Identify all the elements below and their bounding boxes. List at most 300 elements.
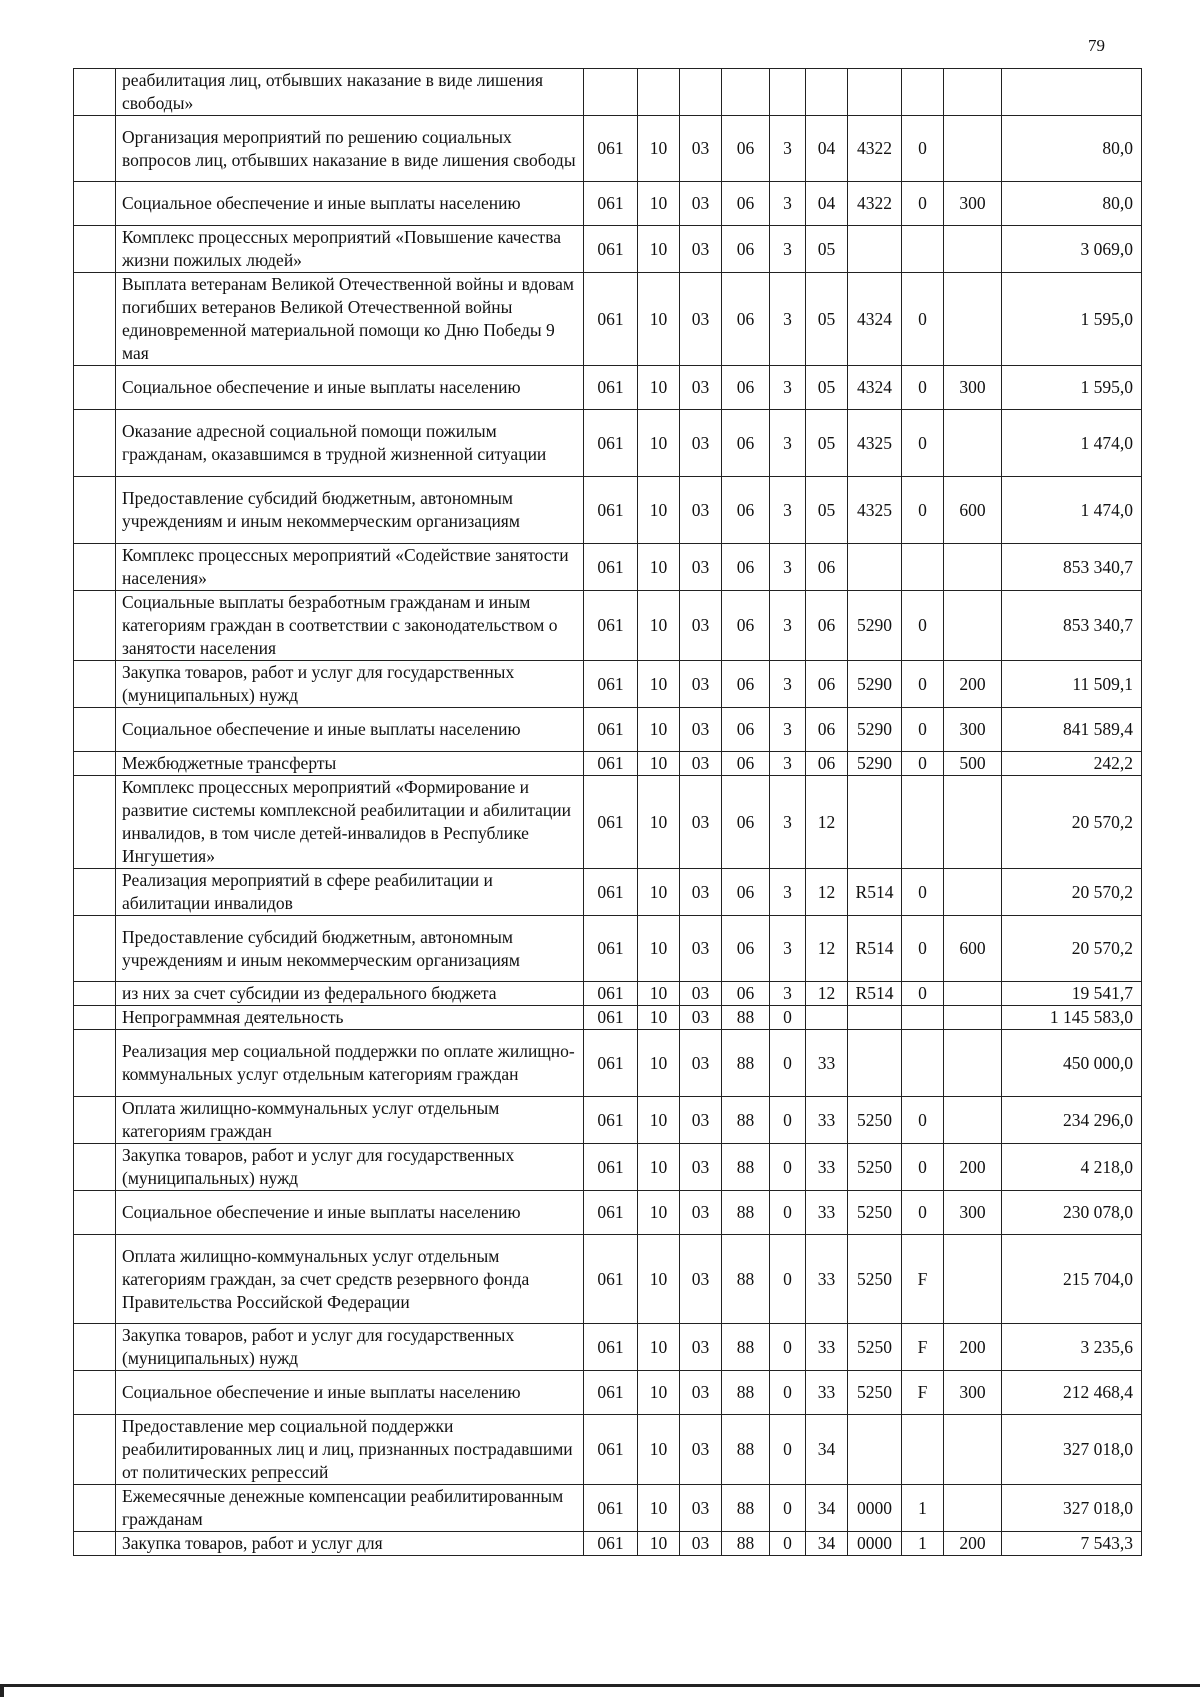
code-cell-c9: 300 xyxy=(944,182,1002,226)
code-cell-c8: 0 xyxy=(902,591,944,661)
row-index-cell xyxy=(74,226,116,273)
row-amount: 212 468,4 xyxy=(1002,1371,1142,1415)
code-cell-c6: 04 xyxy=(806,116,848,182)
table-row xyxy=(74,1191,1142,1235)
row-name: Социальное обеспечение и иные выплаты населению xyxy=(116,1191,584,1235)
code-cell-c1: 061 xyxy=(584,1371,638,1415)
table-row xyxy=(74,544,1142,591)
code-cell-c5: 3 xyxy=(770,182,806,226)
code-cell-c2: 10 xyxy=(638,916,680,982)
code-cell-c2: 10 xyxy=(638,273,680,366)
code-cell-c7: 5250 xyxy=(848,1324,902,1371)
code-cell-c7: R514 xyxy=(848,916,902,982)
page-number: 79 xyxy=(1088,36,1105,55)
code-cell-c2: 10 xyxy=(638,1191,680,1235)
row-index-cell xyxy=(74,869,116,916)
code-cell-c3: 03 xyxy=(680,477,722,544)
table-row xyxy=(74,982,1142,1006)
row-name: Социальные выплаты безработным гражданам и иным категориям граждан в соответствии с законодательством о занятости населения xyxy=(116,591,584,661)
code-cell-c1: 061 xyxy=(584,182,638,226)
row-index-cell xyxy=(74,1030,116,1097)
code-cell-c6 xyxy=(806,1006,848,1030)
row-index-cell xyxy=(74,273,116,366)
table-row xyxy=(74,1532,1142,1556)
code-cell-c4: 06 xyxy=(722,116,770,182)
code-cell-c2: 10 xyxy=(638,366,680,410)
row-name: Закупка товаров, работ и услуг для xyxy=(116,1532,584,1556)
code-cell-c7: 4322 xyxy=(848,182,902,226)
code-cell-c2: 10 xyxy=(638,752,680,776)
code-cell-c2: 10 xyxy=(638,410,680,477)
code-cell-c8: 0 xyxy=(902,1097,944,1144)
code-cell-c1: 061 xyxy=(584,1030,638,1097)
row-name: Реализация мероприятий в сфере реабилитации и абилитации инвалидов xyxy=(116,869,584,916)
table-row xyxy=(74,116,1142,182)
code-cell-c7: 5290 xyxy=(848,661,902,708)
scan-edge-corner xyxy=(0,1684,4,1697)
code-cell-c3: 03 xyxy=(680,366,722,410)
row-index-cell xyxy=(74,1485,116,1532)
code-cell-c2: 10 xyxy=(638,1006,680,1030)
scan-edge-line xyxy=(0,1684,1200,1687)
code-cell-c6: 05 xyxy=(806,273,848,366)
code-cell-c9: 300 xyxy=(944,366,1002,410)
code-cell-c6: 33 xyxy=(806,1235,848,1324)
code-cell-c7 xyxy=(848,1006,902,1030)
code-cell-c3: 03 xyxy=(680,410,722,477)
row-amount: 234 296,0 xyxy=(1002,1097,1142,1144)
table-row xyxy=(74,182,1142,226)
row-amount: 1 145 583,0 xyxy=(1002,1006,1142,1030)
code-cell-c1: 061 xyxy=(584,1324,638,1371)
code-cell-c2: 10 xyxy=(638,1030,680,1097)
row-amount: 11 509,1 xyxy=(1002,661,1142,708)
code-cell-c4: 06 xyxy=(722,410,770,477)
code-cell-c9: 200 xyxy=(944,1324,1002,1371)
code-cell-c7 xyxy=(848,226,902,273)
code-cell-c2 xyxy=(638,69,680,116)
code-cell-c7: 5250 xyxy=(848,1191,902,1235)
code-cell-c5: 0 xyxy=(770,1324,806,1371)
code-cell-c8 xyxy=(902,69,944,116)
code-cell-c4: 06 xyxy=(722,982,770,1006)
code-cell-c6: 12 xyxy=(806,869,848,916)
row-amount: 20 570,2 xyxy=(1002,916,1142,982)
row-amount: 215 704,0 xyxy=(1002,1235,1142,1324)
code-cell-c8: 0 xyxy=(902,708,944,752)
row-amount: 19 541,7 xyxy=(1002,982,1142,1006)
code-cell-c9 xyxy=(944,1415,1002,1485)
code-cell-c6: 05 xyxy=(806,477,848,544)
code-cell-c5: 3 xyxy=(770,226,806,273)
row-name: реабилитация лиц, отбывших наказание в виде лишения свободы» xyxy=(116,69,584,116)
code-cell-c3: 03 xyxy=(680,1235,722,1324)
code-cell-c6: 33 xyxy=(806,1371,848,1415)
code-cell-c4: 06 xyxy=(722,226,770,273)
code-cell-c7 xyxy=(848,1415,902,1485)
code-cell-c9 xyxy=(944,982,1002,1006)
code-cell-c3: 03 xyxy=(680,661,722,708)
code-cell-c2: 10 xyxy=(638,982,680,1006)
code-cell-c8: 0 xyxy=(902,410,944,477)
code-cell-c3: 03 xyxy=(680,544,722,591)
code-cell-c4: 06 xyxy=(722,477,770,544)
code-cell-c9: 200 xyxy=(944,1532,1002,1556)
code-cell-c9 xyxy=(944,544,1002,591)
row-name: Предоставление субсидий бюджетным, автономным учреждениям и иным некоммерческим организациям xyxy=(116,916,584,982)
code-cell-c7: 4322 xyxy=(848,116,902,182)
code-cell-c1: 061 xyxy=(584,477,638,544)
code-cell-c7: 5250 xyxy=(848,1371,902,1415)
code-cell-c4: 88 xyxy=(722,1097,770,1144)
code-cell-c9: 300 xyxy=(944,1371,1002,1415)
code-cell-c8 xyxy=(902,1006,944,1030)
row-name: Выплата ветеранам Великой Отечественной войны и вдовам погибших ветеранов Великой Отечественной войны единовременной материальной помощи ко Дню Победы 9 мая xyxy=(116,273,584,366)
code-cell-c5: 0 xyxy=(770,1097,806,1144)
code-cell-c6: 12 xyxy=(806,982,848,1006)
row-amount: 327 018,0 xyxy=(1002,1485,1142,1532)
code-cell-c5: 3 xyxy=(770,869,806,916)
code-cell-c5: 3 xyxy=(770,477,806,544)
row-name: Ежемесячные денежные компенсации реабилитированным гражданам xyxy=(116,1485,584,1532)
code-cell-c4: 88 xyxy=(722,1006,770,1030)
code-cell-c5: 3 xyxy=(770,366,806,410)
code-cell-c4: 88 xyxy=(722,1371,770,1415)
code-cell-c6: 33 xyxy=(806,1191,848,1235)
code-cell-c3: 03 xyxy=(680,916,722,982)
code-cell-c1: 061 xyxy=(584,1191,638,1235)
table-row xyxy=(74,366,1142,410)
code-cell-c8: 0 xyxy=(902,116,944,182)
code-cell-c1: 061 xyxy=(584,1006,638,1030)
code-cell-c6: 34 xyxy=(806,1415,848,1485)
row-amount: 1 595,0 xyxy=(1002,366,1142,410)
code-cell-c7 xyxy=(848,69,902,116)
code-cell-c7 xyxy=(848,544,902,591)
code-cell-c2: 10 xyxy=(638,708,680,752)
code-cell-c8: 0 xyxy=(902,916,944,982)
code-cell-c1: 061 xyxy=(584,1144,638,1191)
code-cell-c4: 88 xyxy=(722,1324,770,1371)
code-cell-c7: 4325 xyxy=(848,410,902,477)
table-body xyxy=(74,69,1142,1556)
code-cell-c7: R514 xyxy=(848,869,902,916)
code-cell-c1: 061 xyxy=(584,410,638,477)
row-name: Социальное обеспечение и иные выплаты населению xyxy=(116,1371,584,1415)
row-amount: 3 235,6 xyxy=(1002,1324,1142,1371)
code-cell-c9: 200 xyxy=(944,661,1002,708)
code-cell-c7: 4324 xyxy=(848,273,902,366)
row-index-cell xyxy=(74,1097,116,1144)
row-index-cell xyxy=(74,776,116,869)
table-row xyxy=(74,916,1142,982)
row-index-cell xyxy=(74,1006,116,1030)
code-cell-c8: 0 xyxy=(902,869,944,916)
code-cell-c8: 0 xyxy=(902,752,944,776)
code-cell-c5: 0 xyxy=(770,1191,806,1235)
code-cell-c7 xyxy=(848,776,902,869)
code-cell-c3: 03 xyxy=(680,982,722,1006)
row-amount: 20 570,2 xyxy=(1002,776,1142,869)
code-cell-c9 xyxy=(944,116,1002,182)
code-cell-c5: 0 xyxy=(770,1532,806,1556)
row-amount: 4 218,0 xyxy=(1002,1144,1142,1191)
row-index-cell xyxy=(74,916,116,982)
row-index-cell xyxy=(74,1235,116,1324)
code-cell-c1: 061 xyxy=(584,1415,638,1485)
row-name: Закупка товаров, работ и услуг для государственных (муниципальных) нужд xyxy=(116,1324,584,1371)
code-cell-c7: 5290 xyxy=(848,591,902,661)
code-cell-c7: 5290 xyxy=(848,708,902,752)
code-cell-c2: 10 xyxy=(638,869,680,916)
code-cell-c6: 06 xyxy=(806,591,848,661)
code-cell-c8: F xyxy=(902,1324,944,1371)
code-cell-c6: 06 xyxy=(806,708,848,752)
row-amount: 3 069,0 xyxy=(1002,226,1142,273)
code-cell-c8: F xyxy=(902,1371,944,1415)
code-cell-c1: 061 xyxy=(584,661,638,708)
row-name: Оплата жилищно-коммунальных услуг отдельным категориям граждан xyxy=(116,1097,584,1144)
code-cell-c5: 3 xyxy=(770,273,806,366)
code-cell-c7: 4325 xyxy=(848,477,902,544)
code-cell-c4: 06 xyxy=(722,182,770,226)
code-cell-c1: 061 xyxy=(584,916,638,982)
code-cell-c8: F xyxy=(902,1235,944,1324)
code-cell-c5: 0 xyxy=(770,1235,806,1324)
code-cell-c9 xyxy=(944,1097,1002,1144)
code-cell-c3: 03 xyxy=(680,591,722,661)
code-cell-c1: 061 xyxy=(584,366,638,410)
budget-table xyxy=(73,68,1142,1556)
code-cell-c4: 06 xyxy=(722,869,770,916)
row-amount: 327 018,0 xyxy=(1002,1415,1142,1485)
code-cell-c1: 061 xyxy=(584,591,638,661)
code-cell-c4: 06 xyxy=(722,366,770,410)
row-name: Комплекс процессных мероприятий «Формирование и развитие системы комплексной реабилитации и абилитации инвалидов, в том числе детей-инвалидов в Республике Ингушетия» xyxy=(116,776,584,869)
table-row xyxy=(74,1030,1142,1097)
code-cell-c8: 0 xyxy=(902,661,944,708)
code-cell-c1 xyxy=(584,69,638,116)
code-cell-c1: 061 xyxy=(584,776,638,869)
row-amount: 841 589,4 xyxy=(1002,708,1142,752)
code-cell-c5: 0 xyxy=(770,1144,806,1191)
row-name: Оказание адресной социальной помощи пожилым гражданам, оказавшимся в трудной жизненной ситуации xyxy=(116,410,584,477)
row-index-cell xyxy=(74,116,116,182)
code-cell-c8 xyxy=(902,776,944,869)
code-cell-c9 xyxy=(944,1485,1002,1532)
code-cell-c2: 10 xyxy=(638,1097,680,1144)
code-cell-c1: 061 xyxy=(584,982,638,1006)
code-cell-c3: 03 xyxy=(680,1191,722,1235)
table-row xyxy=(74,752,1142,776)
table-row xyxy=(74,273,1142,366)
row-amount: 450 000,0 xyxy=(1002,1030,1142,1097)
code-cell-c3: 03 xyxy=(680,1097,722,1144)
table-row xyxy=(74,226,1142,273)
code-cell-c6: 06 xyxy=(806,752,848,776)
code-cell-c6: 34 xyxy=(806,1485,848,1532)
code-cell-c9 xyxy=(944,410,1002,477)
code-cell-c3: 03 xyxy=(680,1006,722,1030)
row-index-cell xyxy=(74,1415,116,1485)
code-cell-c4: 88 xyxy=(722,1415,770,1485)
code-cell-c1: 061 xyxy=(584,752,638,776)
table-row xyxy=(74,708,1142,752)
code-cell-c6: 05 xyxy=(806,366,848,410)
code-cell-c8: 0 xyxy=(902,182,944,226)
code-cell-c5: 0 xyxy=(770,1485,806,1532)
row-name: Социальное обеспечение и иные выплаты населению xyxy=(116,182,584,226)
row-name: Реализация мер социальной поддержки по оплате жилищно-коммунальных услуг отдельным категориям граждан xyxy=(116,1030,584,1097)
code-cell-c3: 03 xyxy=(680,116,722,182)
code-cell-c2: 10 xyxy=(638,226,680,273)
code-cell-c5: 3 xyxy=(770,916,806,982)
code-cell-c3: 03 xyxy=(680,1532,722,1556)
code-cell-c2: 10 xyxy=(638,1144,680,1191)
row-amount: 230 078,0 xyxy=(1002,1191,1142,1235)
code-cell-c9: 300 xyxy=(944,708,1002,752)
table-row xyxy=(74,1371,1142,1415)
code-cell-c8: 1 xyxy=(902,1532,944,1556)
row-amount: 1 474,0 xyxy=(1002,410,1142,477)
code-cell-c1: 061 xyxy=(584,226,638,273)
code-cell-c6: 06 xyxy=(806,661,848,708)
code-cell-c5: 3 xyxy=(770,661,806,708)
code-cell-c4: 06 xyxy=(722,661,770,708)
code-cell-c4: 88 xyxy=(722,1235,770,1324)
row-amount: 80,0 xyxy=(1002,182,1142,226)
table-row xyxy=(74,477,1142,544)
code-cell-c5: 0 xyxy=(770,1415,806,1485)
code-cell-c8: 0 xyxy=(902,1191,944,1235)
row-name: Оплата жилищно-коммунальных услуг отдельным категориям граждан, за счет средств резервного фонда Правительства Российской Федерации xyxy=(116,1235,584,1324)
code-cell-c4: 06 xyxy=(722,591,770,661)
code-cell-c7: 0000 xyxy=(848,1532,902,1556)
code-cell-c8 xyxy=(902,226,944,273)
code-cell-c6 xyxy=(806,69,848,116)
table-row xyxy=(74,869,1142,916)
row-amount: 20 570,2 xyxy=(1002,869,1142,916)
row-name: Предоставление мер социальной поддержки реабилитированных лиц и лиц, признанных пострадавшими от политических репрессий xyxy=(116,1415,584,1485)
code-cell-c3 xyxy=(680,69,722,116)
row-index-cell xyxy=(74,477,116,544)
code-cell-c9: 600 xyxy=(944,916,1002,982)
code-cell-c5: 3 xyxy=(770,116,806,182)
code-cell-c2: 10 xyxy=(638,1324,680,1371)
code-cell-c5: 0 xyxy=(770,1006,806,1030)
code-cell-c1: 061 xyxy=(584,1485,638,1532)
table-row xyxy=(74,1144,1142,1191)
row-index-cell xyxy=(74,1324,116,1371)
row-index-cell xyxy=(74,591,116,661)
code-cell-c5: 3 xyxy=(770,591,806,661)
code-cell-c5: 3 xyxy=(770,752,806,776)
code-cell-c3: 03 xyxy=(680,1324,722,1371)
code-cell-c5: 3 xyxy=(770,708,806,752)
code-cell-c1: 061 xyxy=(584,708,638,752)
code-cell-c2: 10 xyxy=(638,477,680,544)
table-row xyxy=(74,69,1142,116)
code-cell-c1: 061 xyxy=(584,1532,638,1556)
code-cell-c1: 061 xyxy=(584,116,638,182)
code-cell-c3: 03 xyxy=(680,1415,722,1485)
row-index-cell xyxy=(74,410,116,477)
row-index-cell xyxy=(74,1144,116,1191)
code-cell-c9 xyxy=(944,1030,1002,1097)
code-cell-c6: 12 xyxy=(806,916,848,982)
code-cell-c5: 3 xyxy=(770,410,806,477)
code-cell-c4: 06 xyxy=(722,273,770,366)
code-cell-c2: 10 xyxy=(638,1485,680,1532)
code-cell-c1: 061 xyxy=(584,273,638,366)
code-cell-c7: 5250 xyxy=(848,1235,902,1324)
code-cell-c9: 600 xyxy=(944,477,1002,544)
code-cell-c2: 10 xyxy=(638,116,680,182)
code-cell-c9 xyxy=(944,69,1002,116)
code-cell-c9 xyxy=(944,776,1002,869)
code-cell-c3: 03 xyxy=(680,776,722,869)
row-amount: 80,0 xyxy=(1002,116,1142,182)
row-amount: 853 340,7 xyxy=(1002,544,1142,591)
code-cell-c7: 5250 xyxy=(848,1097,902,1144)
code-cell-c8: 0 xyxy=(902,982,944,1006)
code-cell-c4: 06 xyxy=(722,916,770,982)
row-index-cell xyxy=(74,1532,116,1556)
code-cell-c7: 4324 xyxy=(848,366,902,410)
row-name: Закупка товаров, работ и услуг для государственных (муниципальных) нужд xyxy=(116,1144,584,1191)
table-row xyxy=(74,1324,1142,1371)
code-cell-c8: 0 xyxy=(902,1144,944,1191)
row-index-cell xyxy=(74,544,116,591)
row-amount: 242,2 xyxy=(1002,752,1142,776)
code-cell-c7: R514 xyxy=(848,982,902,1006)
row-amount: 7 543,3 xyxy=(1002,1532,1142,1556)
code-cell-c9: 200 xyxy=(944,1144,1002,1191)
code-cell-c4: 88 xyxy=(722,1144,770,1191)
row-index-cell xyxy=(74,366,116,410)
code-cell-c4: 06 xyxy=(722,708,770,752)
code-cell-c7: 0000 xyxy=(848,1485,902,1532)
row-amount: 1 595,0 xyxy=(1002,273,1142,366)
code-cell-c9: 300 xyxy=(944,1191,1002,1235)
code-cell-c8 xyxy=(902,544,944,591)
code-cell-c7: 5290 xyxy=(848,752,902,776)
table-row xyxy=(74,776,1142,869)
code-cell-c6: 06 xyxy=(806,544,848,591)
code-cell-c5: 3 xyxy=(770,544,806,591)
row-name: Комплекс процессных мероприятий «Содействие занятости населения» xyxy=(116,544,584,591)
row-amount: 853 340,7 xyxy=(1002,591,1142,661)
row-amount xyxy=(1002,69,1142,116)
code-cell-c3: 03 xyxy=(680,1030,722,1097)
code-cell-c9 xyxy=(944,273,1002,366)
row-name: из них за счет субсидии из федерального бюджета xyxy=(116,982,584,1006)
code-cell-c7: 5250 xyxy=(848,1144,902,1191)
code-cell-c4: 06 xyxy=(722,752,770,776)
code-cell-c6: 33 xyxy=(806,1144,848,1191)
code-cell-c3: 03 xyxy=(680,1485,722,1532)
code-cell-c9 xyxy=(944,226,1002,273)
table-row xyxy=(74,591,1142,661)
code-cell-c9 xyxy=(944,869,1002,916)
table-row xyxy=(74,1235,1142,1324)
row-name: Комплекс процессных мероприятий «Повышение качества жизни пожилых людей» xyxy=(116,226,584,273)
code-cell-c8: 1 xyxy=(902,1485,944,1532)
code-cell-c4: 06 xyxy=(722,544,770,591)
row-index-cell xyxy=(74,1191,116,1235)
code-cell-c1: 061 xyxy=(584,1097,638,1144)
code-cell-c8: 0 xyxy=(902,273,944,366)
